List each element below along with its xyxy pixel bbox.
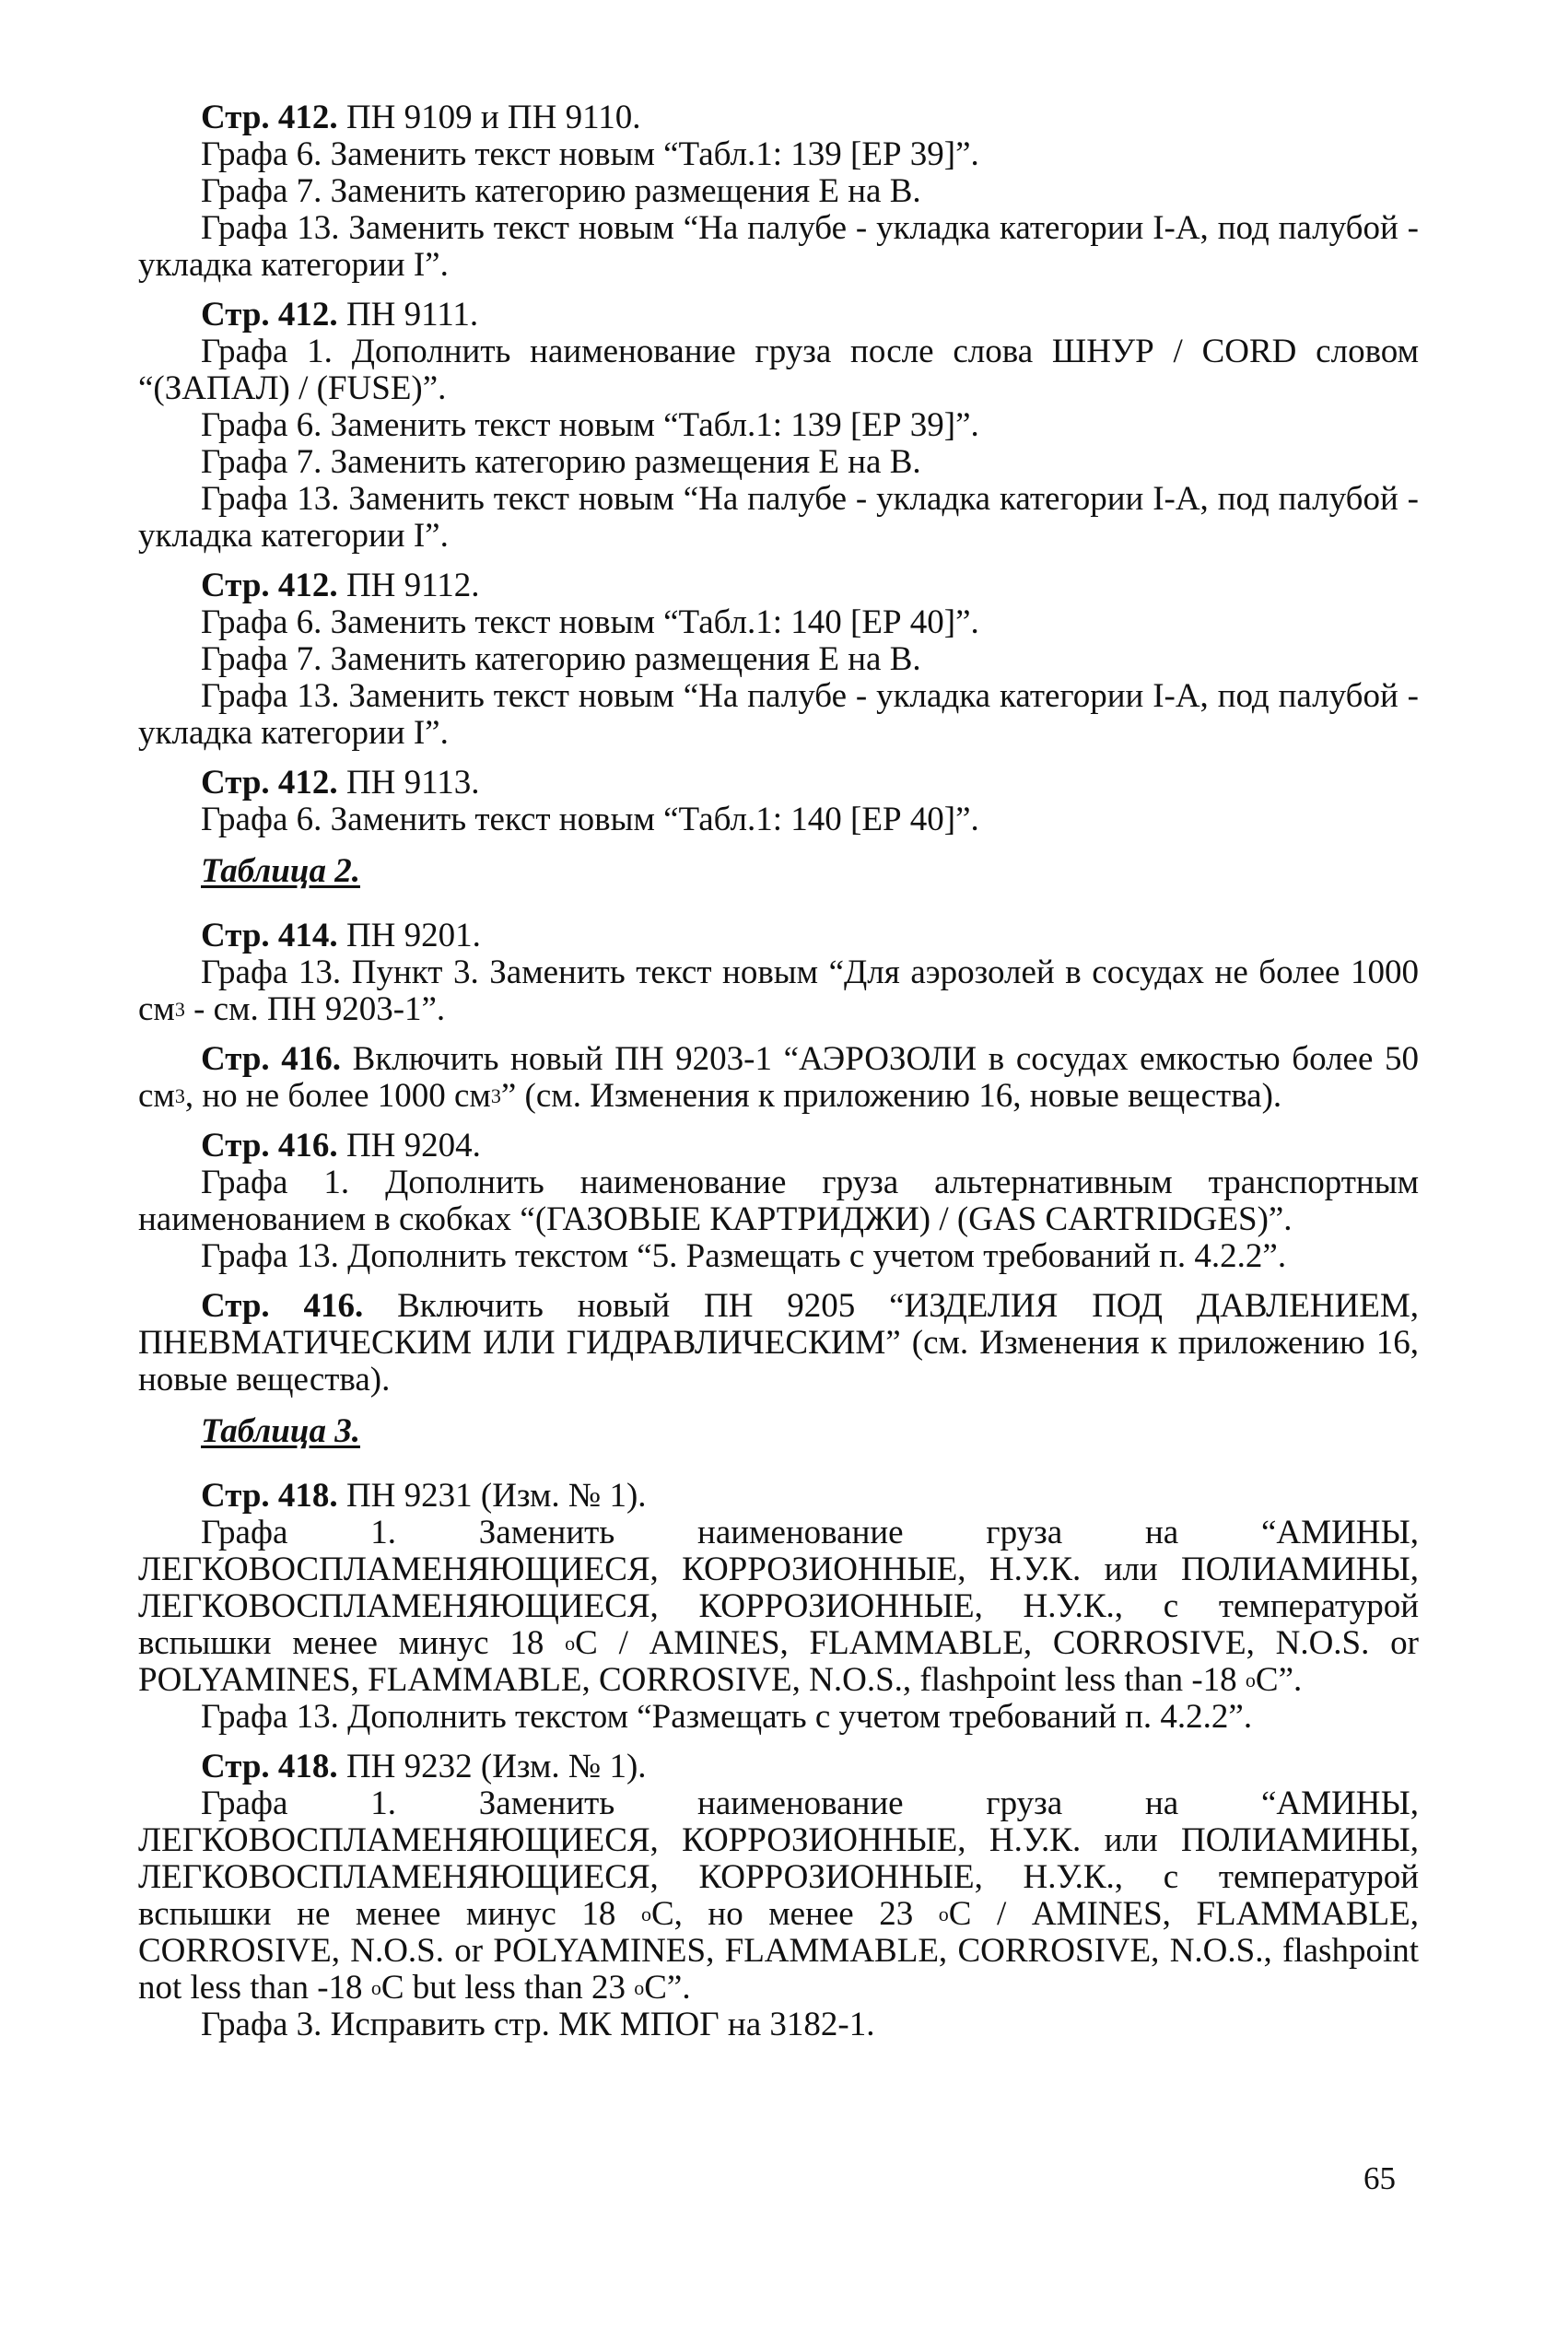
amendment-entry (138, 765, 1419, 838)
entry-heading (138, 1041, 1419, 1115)
column-instruction: Графа 3. Исправить стр. МК МПОГ на 3182-1. (201, 2006, 875, 2043)
entry-heading-text: ПН 9232 (Изм. № 1). (337, 1748, 647, 1785)
page-reference: Стр. 418. (201, 1748, 338, 1785)
entry-heading (138, 1288, 1419, 1399)
column-instruction: Графа 13. Дополнить текстом “Размещать с учетом требований п. 4.2.2”. (201, 1698, 1253, 1736)
page-reference: Стр. 416. (201, 1287, 364, 1325)
column-instruction: Графа 7. Заменить категорию размещения Е на В. (201, 172, 921, 210)
entry-heading (138, 297, 1419, 334)
column-instruction: Графа 13. Дополнить текстом “5. Размещать с учетом требований п. 4.2.2”. (201, 1237, 1287, 1275)
entry-heading (138, 1128, 1419, 1164)
entry-heading-text: ПН 9201. (337, 917, 481, 954)
entry-heading (138, 1749, 1419, 1785)
page-reference: Стр. 418. (201, 1477, 338, 1515)
column-instruction: Графа 13. Заменить текст новым “На палубе - укладка категории I-А, под палубой - укладка категории I”. (138, 677, 1419, 752)
amendment-entry (138, 1288, 1419, 1399)
column-instruction: Графа 6. Заменить текст новым “Табл.1: 140 [ЕР 40]”. (201, 603, 979, 641)
column-instruction: Графа 13. Заменить текст новым “На палубе - укладка категории I-А, под палубой - укладка категории I”. (138, 480, 1419, 555)
entry-heading-text: Включить новый ПН 9203-1 “АЭРОЗОЛИ в сосудах емкостью более 50 $см^3$, но не более 1000 $см^3$” (см. Изменения к приложению 16, новые вещества). (138, 1040, 1419, 1115)
column-instruction: Графа 1. Дополнить наименование груза альтернативным транспортным наименованием в скобках “(ГАЗОВЫЕ КАРТРИДЖИ) / (GAS CARTRIDGES)”. (138, 1164, 1419, 1238)
entry-heading (138, 765, 1419, 802)
entry-heading (138, 568, 1419, 604)
amendment-entry (138, 1749, 1419, 2043)
page-reference: Стр. 412. (201, 296, 338, 334)
page-reference: Стр. 414. (201, 917, 338, 954)
entry-heading-text: ПН 9112. (337, 567, 480, 604)
column-instruction: Графа 6. Заменить текст новым “Табл.1: 139 [ЕР 39]”. (201, 135, 979, 173)
column-instruction: Графа 7. Заменить категорию размещения Е на В. (201, 443, 921, 481)
amendment-entry (138, 918, 1419, 1028)
column-instruction: Графа 1. Заменить наименование груза на “АМИНЫ, ЛЕГКОВОСПЛАМЕНЯЮЩИЕСЯ, КОРРОЗИОННЫЕ, Н.У.К. или ПОЛИАМИНЫ, ЛЕГКОВОСПЛАМЕНЯЮЩИЕСЯ, КОРРОЗИОННЫЕ, Н.У.К., с температурой вспышки менее минус 18 $^o$С / AMINES, FLAMMABLE, CORROSIVE, N.O.S. or POLYAMINES, FLAMMABLE, CORROSIVE, N.O.S., flashpoint less than -18 $^o$C”. (138, 1514, 1419, 1699)
amendment-entry (138, 297, 1419, 555)
page-reference: Стр. 416. (201, 1127, 338, 1164)
entry-heading-text: ПН 9111. (337, 296, 479, 334)
amendment-entry (138, 1041, 1419, 1115)
page-reference: Стр. 416. (201, 1040, 342, 1078)
page-reference: Стр. 412. (201, 764, 338, 802)
page-number: 65 (1363, 2160, 1396, 2196)
column-instruction: Графа 13. Пункт 3. Заменить текст новым “Для аэрозолей в сосудах не более 1000 $см^3$ - см. ПН 9203-1”. (138, 954, 1419, 1028)
amendment-entry (138, 1478, 1419, 1736)
column-instruction: Графа 6. Заменить текст новым “Табл.1: 139 [ЕР 39]”. (201, 406, 979, 444)
column-instruction: Графа 1. Дополнить наименование груза после слова ШНУР / CORD словом “(ЗАПАЛ) / (FUSE)”. (138, 333, 1419, 407)
page-reference: Стр. 412. (201, 99, 338, 136)
entry-heading-text: ПН 9113. (337, 764, 480, 802)
column-instruction: Графа 7. Заменить категорию размещения Е на В. (201, 640, 921, 678)
entry-heading (138, 1478, 1419, 1515)
amendment-entry (138, 1128, 1419, 1275)
entry-heading-text: ПН 9231 (Изм. № 1). (337, 1477, 647, 1515)
entry-heading (138, 918, 1419, 954)
column-instruction: Графа 1. Заменить наименование груза на “АМИНЫ, ЛЕГКОВОСПЛАМЕНЯЮЩИЕСЯ, КОРРОЗИОННЫЕ, Н.У.К. или ПОЛИАМИНЫ, ЛЕГКОВОСПЛАМЕНЯЮЩИЕСЯ, КОРРОЗИОННЫЕ, Н.У.К., с температурой вспышки не менее минус 18 $^o$С, но менее 23 $^o$С / AMINES, FLAMMABLE, CORROSIVE, N.O.S. or POLYAMINES, FLAMMABLE, CORROSIVE, N.O.S., flashpoint not less than -18 $^o$C but less than 23 $^o$C”. (138, 1785, 1419, 2007)
entry-heading-text: Включить новый ПН 9205 “ИЗДЕЛИЯ ПОД ДАВЛЕНИЕМ, ПНЕВМАТИЧЕСКИМ ИЛИ ГИДРАВЛИЧЕСКИМ” (см. Изменения к приложению 16, новые вещества). (138, 1287, 1419, 1399)
column-instruction: Графа 6. Заменить текст новым “Табл.1: 140 [ЕР 40]”. (201, 801, 979, 838)
amendment-entry (138, 568, 1419, 752)
entry-heading (138, 99, 1419, 136)
entry-heading-text: ПН 9204. (337, 1127, 481, 1164)
document-page (138, 99, 1419, 2056)
table-heading: Таблица 2. (201, 852, 360, 890)
column-instruction: Графа 13. Заменить текст новым “На палубе - укладка категории I-А, под палубой - укладка категории I”. (138, 209, 1419, 284)
table-heading: Таблица 3. (201, 1412, 360, 1450)
amendment-entry (138, 99, 1419, 284)
page-reference: Стр. 412. (201, 567, 338, 604)
entry-heading-text: ПН 9109 и ПН 9110. (337, 99, 641, 136)
